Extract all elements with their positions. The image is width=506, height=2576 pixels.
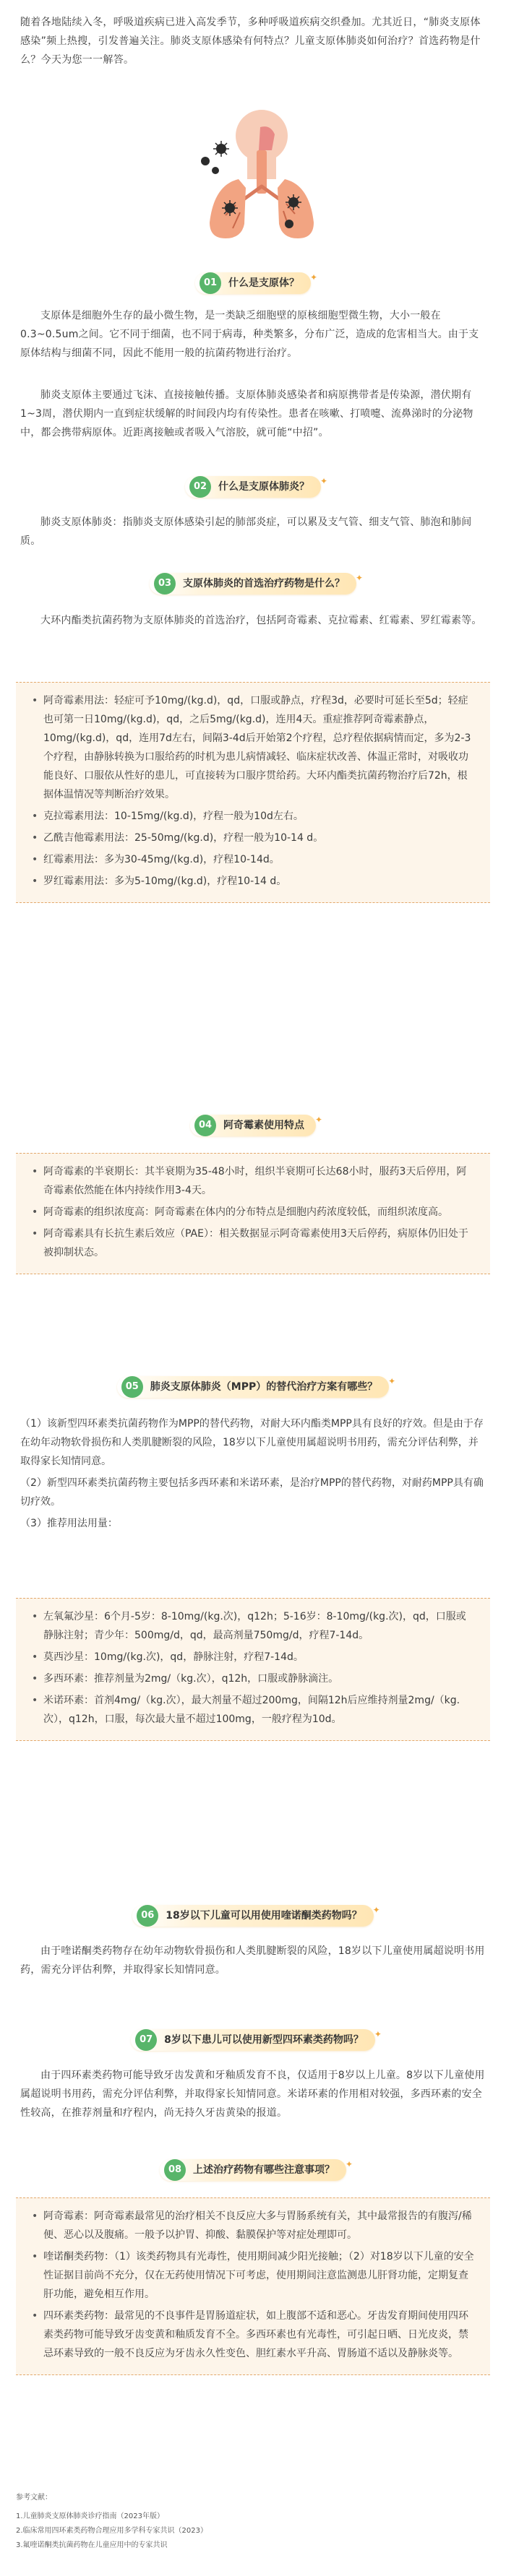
- section-title-pill: [132, 1905, 380, 1927]
- bullet-list: [30, 691, 474, 891]
- section-title: 阿奇霉素使用特点: [223, 1120, 304, 1131]
- list-item: • 阿奇霉素用法：轻症可予10mg/(kg.d)，qd，口服或静点，疗程3d，必要时可延长至5d；轻症也可第一日10mg/(kg.d)，qd，之后5mg/(kg.d)，连用4天。重症推荐阿奇霉素静点，10mg/(kg.d)，qd，连用7d左右，间隔3-4d后开始第2个疗程，总疗程依据病情而定，多为2-3个疗程，由静脉转换为口服给药的时机为患儿病情减轻、临床症状改善、体温正常时，对吸收功能良好、口服依从性好的患儿，可直接转为口服序贯给药。大环内酯类抗菌药物治疗后72h，根据体温情况等判断治疗效果。: [30, 691, 474, 804]
- sparkle-icon: ✦: [309, 272, 317, 282]
- bullet-list: [30, 1607, 474, 1729]
- section-heading-08: [0, 2156, 506, 2184]
- sparkle-icon: ✦: [345, 2159, 353, 2169]
- section-body: [20, 1414, 486, 1536]
- section-heading-04: [0, 1111, 506, 1140]
- section-number-badge: 07: [135, 2029, 157, 2051]
- section-title-pill: [190, 1115, 322, 1136]
- list-item: • 四环素类药物：最常见的不良事件是胃肠道症状，如上腹部不适和恶心。牙齿发育期间使用四环素类药物可能导致牙齿变黄和釉质发育不全。多西环素也有光毒性，可引起日晒、日光皮炎，禁忌环素导致的一般不良反应为牙齿永久性变色、胆红素水平升高、胃肠道不适以及静脉炎等。: [30, 2307, 474, 2363]
- list-item: • 喹诺酮类药物：（1）该类药物具有光毒性，使用期间减少阳光接触；（2）对18岁以下儿童的安全性证据目前尚不充分，仅在无药使用情况下可考虑，使用期间注意监测患儿肝肾功能，定期复查肝功能，避免相互作用。: [30, 2247, 474, 2304]
- section-title-pill: [160, 2159, 353, 2181]
- section-title: 8岁以下患儿可以使用新型四环素类药物吗？: [164, 2034, 364, 2046]
- section-number-badge: 05: [121, 1376, 143, 1398]
- section-title: 18岁以下儿童可以用使用喹诺酮类药物吗？: [166, 1910, 362, 1922]
- section-title: 什么是支原体肺炎？: [218, 481, 309, 493]
- reference-item: 1.儿童肺炎支原体肺炎诊疗指南（2023年版）: [16, 2512, 164, 2520]
- section-paragraph: 肺炎支原体肺炎：指肺炎支原体感染引起的肺部炎症，可以累及支气管、细支气管、肺泡和肺间质。: [20, 517, 472, 547]
- section-title: 什么是支原体？: [228, 277, 299, 289]
- info-card: [16, 1153, 490, 1274]
- sparkle-icon: ✦: [320, 476, 327, 486]
- list-item: • 红霉素用法：多为30-45mg/(kg.d)，疗程10-14d。: [30, 850, 474, 869]
- list-item: • 米诺环素：首剂4mg/（kg.次），最大剂量不超过200mg，间隔12h后应维持剂量2mg/（kg.次），q12h，口服，每次最大量不超过100mg，一般疗程为10d。: [30, 1691, 474, 1729]
- section-title: 上述治疗药物有哪些注意事项？: [193, 2164, 335, 2176]
- section-title-pill: [195, 272, 317, 294]
- references-title: 参考文献：: [16, 2494, 52, 2502]
- section-number-badge: 02: [189, 476, 211, 498]
- section-paragraph: 由于喹诺酮类药物存在幼年动物软骨损伤和人类肌腱断裂的风险，18岁以下儿童使用属超说明书用药，需充分评估利弊，并取得家长知情同意。: [20, 1945, 485, 1976]
- references: [16, 2491, 490, 2553]
- sparkle-icon: ✦: [388, 1376, 396, 1386]
- section-paragraph: （1）该新型四环素类抗菌药物作为MPP的替代药物，对耐大环内酯类MPP具有良好的疗效。但是由于存在幼年动物软骨损伤和人类肌腱断裂的风险，18岁以下儿童使用属超说明书用药，需充分评估利弊，并取得家长知情同意。: [20, 1418, 484, 1467]
- info-card: [16, 2197, 490, 2375]
- section-heading-01: [0, 269, 506, 298]
- section-title-pill: [131, 2029, 382, 2051]
- sparkle-icon: ✦: [374, 2029, 382, 2039]
- list-item: • 阿奇霉素具有长抗生素后效应（PAE）：相关数据显示阿奇霉素使用3天后停药，病原体仍旧处于被抑制状态。: [30, 1224, 474, 1262]
- info-card: [16, 1598, 490, 1741]
- section-heading-07: [0, 2026, 506, 2054]
- section-paragraph: 支原体是细胞外生存的最小微生物，是一类缺乏细胞壁的原核细胞型微生物，大小一般在0.3~0.5um之间。它不同于细菌，也不同于病毒，种类繁多，分布广泛，造成的危害相当大。由于支原体结构与细菌不同，因此不能用一般的抗菌药物进行治疗。: [20, 310, 479, 359]
- sparkle-icon: ✦: [314, 1115, 322, 1125]
- section-paragraph: 肺炎支原体主要通过飞沫、直接接触传播。支原体肺炎感染者和病原携带者是传染源，潜伏期有1~3周，潜伏期内一直到症状缓解的时间段内均有传染性。患者在咳嗽、打喷嚏、流鼻涕时的分泌物中，都会携带病原体。近距离接触或者吸入气溶胶，就可能“中招”。: [20, 389, 473, 438]
- sparkle-icon: ✦: [355, 573, 363, 583]
- section-title-pill: [117, 1376, 396, 1398]
- list-item: • 乙酰吉他霉素用法：25-50mg/(kg.d)，疗程一般为10-14 d。: [30, 829, 474, 847]
- section-heading-06: [0, 1901, 506, 1930]
- bullet-list: [30, 1162, 474, 1262]
- info-card: [16, 682, 490, 903]
- list-item: • 阿奇霉素的组织浓度高：阿奇霉素在体内的分布特点是细胞内药浓度较低，而组织浓度高。: [30, 1203, 474, 1222]
- section-title: 肺炎支原体肺炎（MPP）的替代治疗方案有哪些？: [150, 1381, 378, 1393]
- section-number-badge: 04: [194, 1115, 216, 1136]
- list-item: • 莫西沙星：10mg/(kg.次)，qd，静脉注射，疗程7-14d。: [30, 1648, 474, 1667]
- section-title-pill: [185, 476, 327, 498]
- section-heading-02: [0, 472, 506, 501]
- sparkle-icon: ✦: [372, 1905, 380, 1915]
- section-number-badge: 03: [154, 573, 176, 595]
- section-paragraph: 由于四环素类药物可能导致牙齿发黄和牙釉质发育不良，仅适用于8岁以上儿童。8岁以下儿童使用属超说明书用药，需充分评估利弊，并取得家长知情同意。米诺环素的作用相对较强，多西环素的安全性较高，在推荐剂量和疗程内，尚无持久牙齿黄染的报道。: [20, 2070, 485, 2119]
- section-paragraph: （2）新型四环素类抗菌药物主要包括多西环素和米诺环素，是治疗MPP的替代药物，对耐药MPP具有确切疗效。: [20, 1477, 484, 1508]
- section-title-pill: [150, 573, 363, 595]
- reference-item: 2.临床常用四环素类药物合理应用多学科专家共识（2023）: [16, 2527, 207, 2535]
- reference-item: 3.氟喹诺酮类抗菌药物在儿童应用中的专家共识: [16, 2541, 168, 2549]
- section-title: 支原体肺炎的首选治疗药物是什么？: [183, 578, 345, 589]
- list-item: • 阿奇霉素的半衰期长：其半衰期为35-48小时，组织半衰期可长达68小时，服药3天后停用，阿奇霉素依然能在体内持续作用3-4天。: [30, 1162, 474, 1200]
- list-item: • 阿奇霉素：阿奇霉素最常见的治疗相关不良反应大多与胃肠系统有关，其中最常报告的有腹泻/稀便、恶心以及腹痛。一般予以护胃、抑酸、黏膜保护等对症处理即可。: [30, 2207, 474, 2244]
- bullet-list: [30, 2207, 474, 2363]
- respiratory-system-illustration: [181, 107, 325, 248]
- section-heading-05: [0, 1373, 506, 1401]
- intro-paragraph: 随着各地陆续入冬，呼吸道疾病已进入高发季节，多种呼吸道疾病交织叠加。尤其近日，“肺炎支原体感染”频上热搜，引发普遍关注。肺炎支原体感染有何特点？儿童支原体肺炎如何治疗？首选药物是什么？今天为您一一解答。: [20, 17, 481, 66]
- list-item: • 罗红霉素用法：多为5-10mg/(kg.d)，疗程10-14 d。: [30, 872, 474, 891]
- section-heading-03: [0, 569, 506, 598]
- list-item: • 克拉霉素用法：10-15mg/(kg.d)，疗程一般为10d左右。: [30, 807, 474, 826]
- list-item: • 左氧氟沙星：6个月-5岁：8-10mg/(kg.次)，q12h；5-16岁：8-10mg/(kg.次)，qd，口服或静脉注射；青少年：500mg/d，qd，最高剂量750mg/d，疗程7-14d。: [30, 1607, 474, 1645]
- section-paragraph: （3）推荐用法用量：: [20, 1518, 118, 1529]
- section-paragraph: 大环内酯类抗菌药物为支原体肺炎的首选治疗，包括阿奇霉素、克拉霉素、红霉素、罗红霉素等。: [40, 615, 482, 626]
- section-number-badge: 08: [164, 2159, 186, 2181]
- list-item: • 多西环素：推荐剂量为2mg/（kg.次），q12h，口服或静脉滴注。: [30, 1669, 474, 1688]
- section-number-badge: 06: [137, 1905, 158, 1927]
- section-number-badge: 01: [200, 272, 221, 294]
